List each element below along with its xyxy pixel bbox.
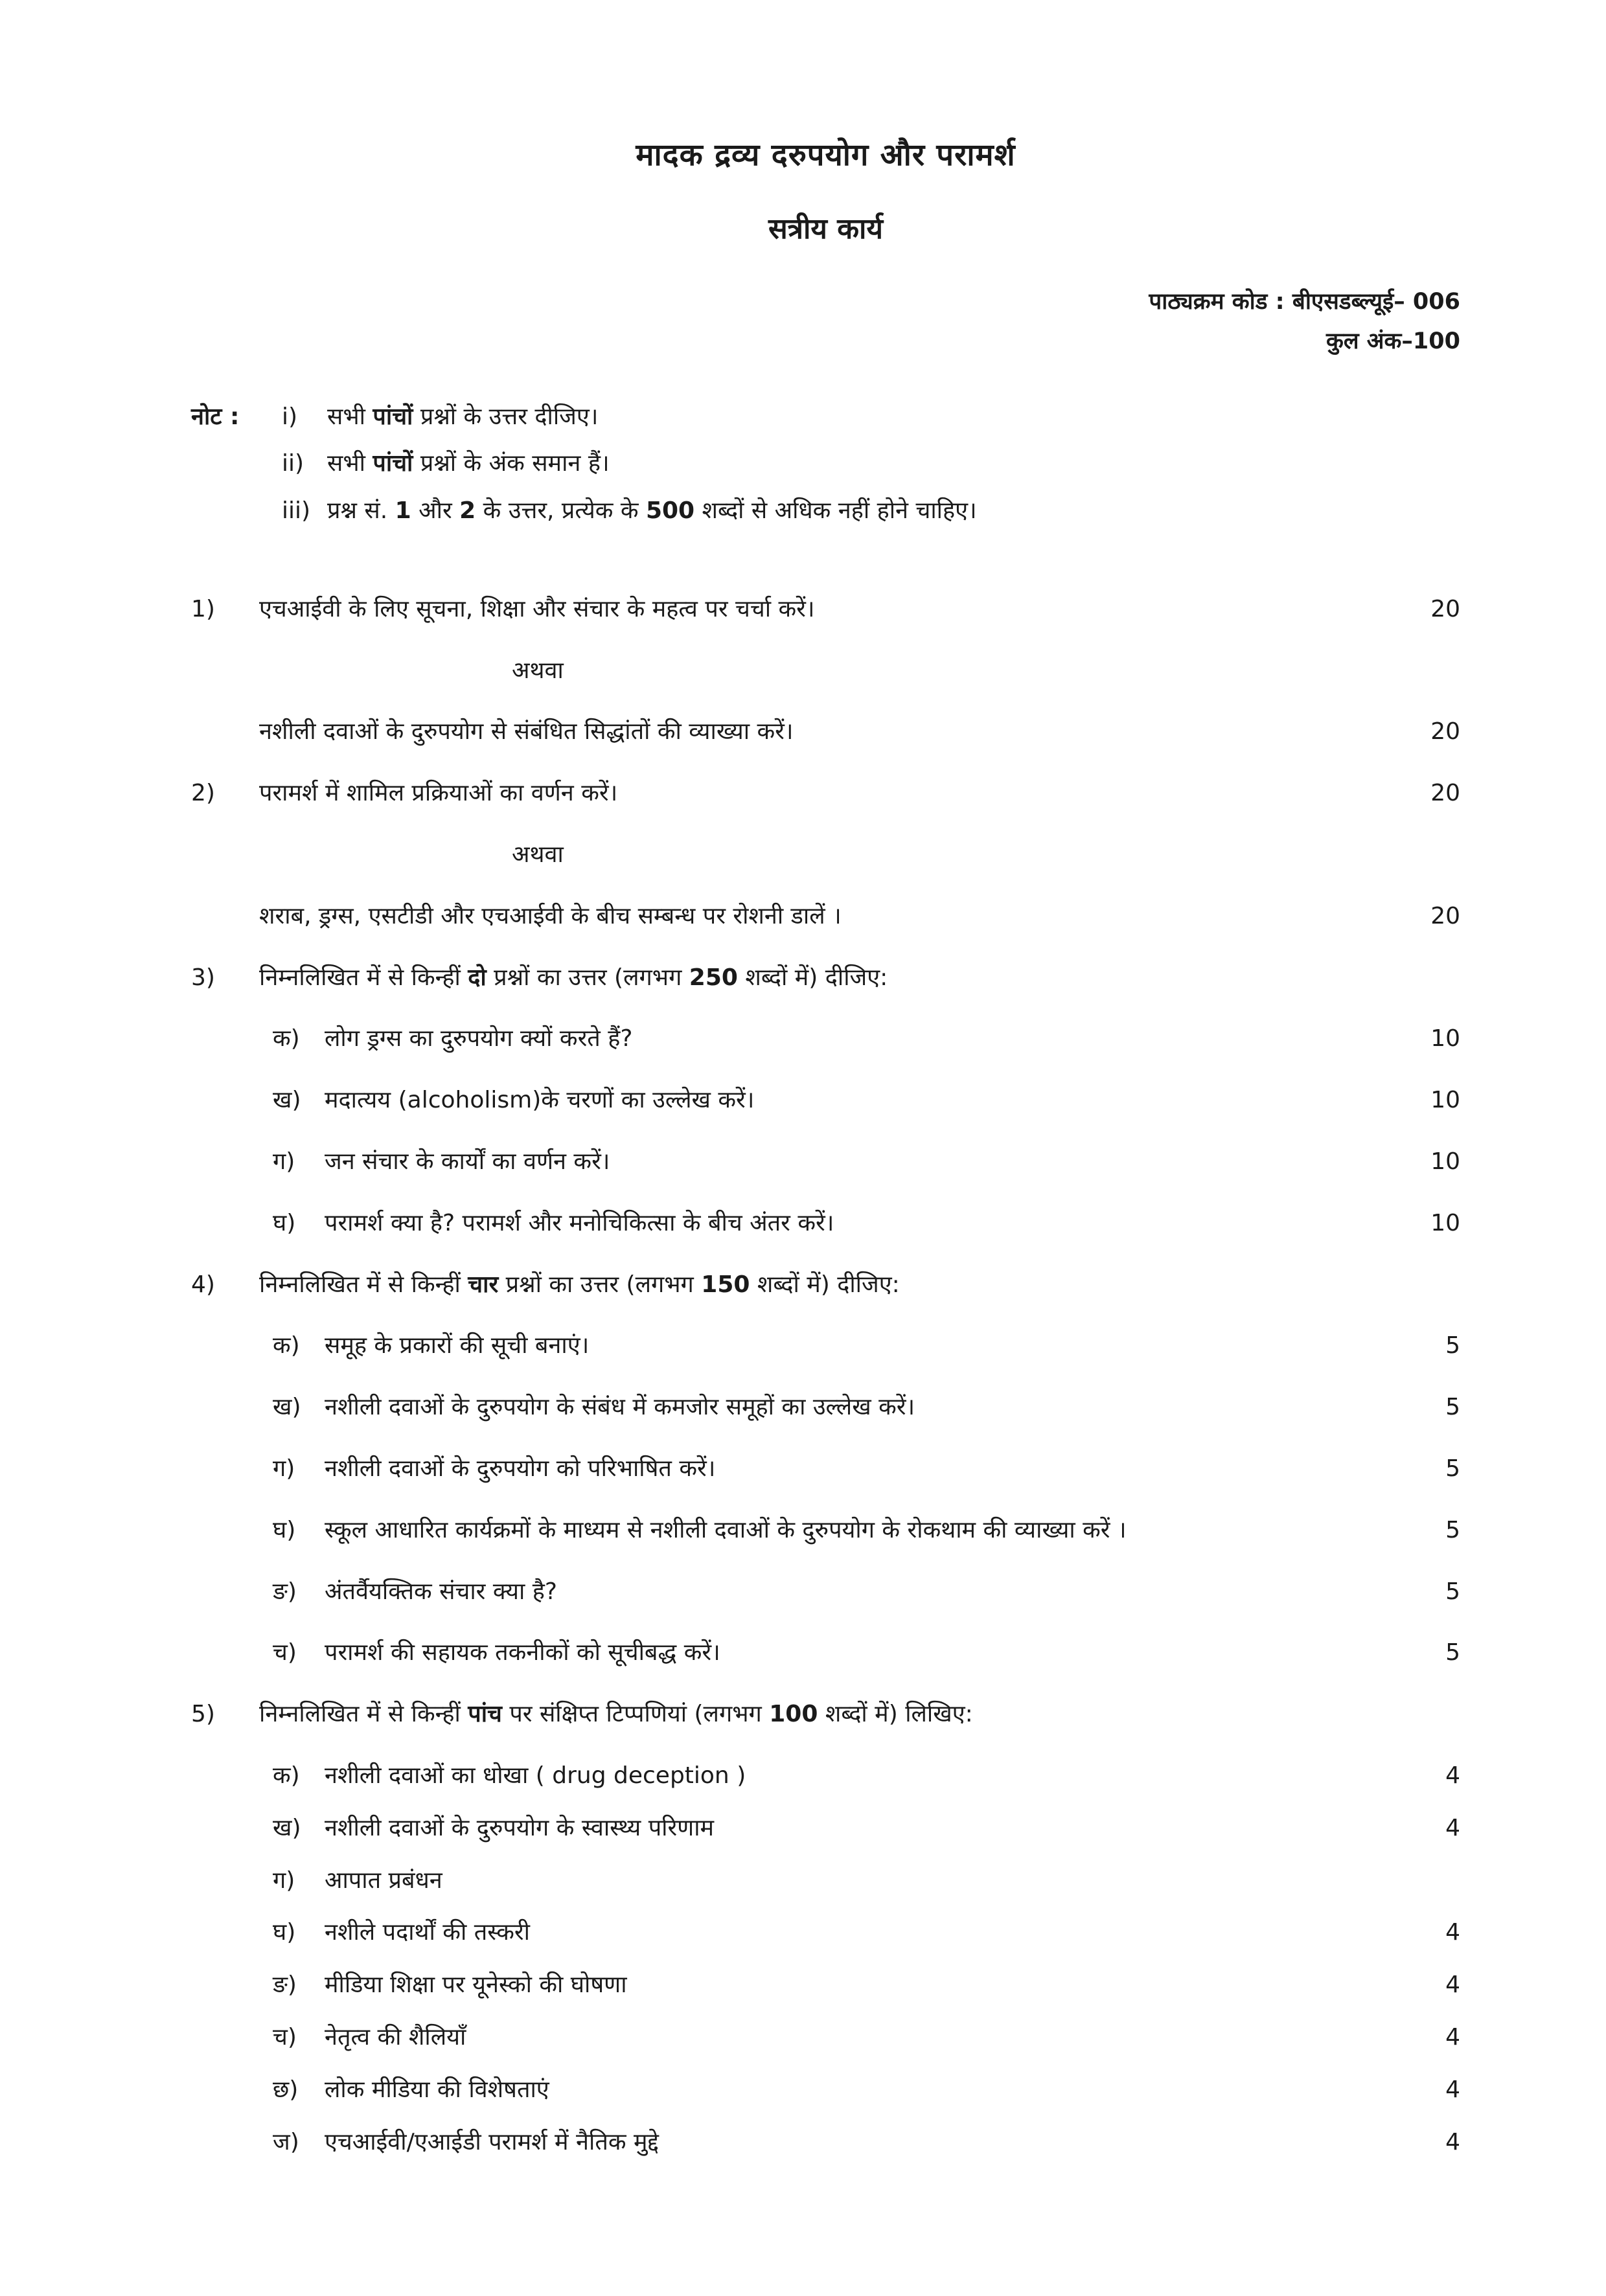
text-segment: नशीली दवाओं के दुरुपयोग के संबंध में कमजोर समूहों का उल्लेख करें। [325,1394,915,1421]
text-segment: प्रश्नों का उत्तर (लगभग [486,964,689,991]
sub-question-row [191,1577,1460,1608]
text-segment: नशीली दवाओं का धोखा ( drug deception ) [325,1762,746,1790]
text-segment: शब्दों में) दीजिए: [737,964,888,991]
question-text [259,963,1412,994]
marks-value: 4 [1445,2076,1460,2103]
text-segment: मीडिया शिक्षा पर यूनेस्को की घोषणा [325,1972,627,1999]
sub-question-text [325,1209,1412,1239]
note-item-number: i) [282,403,298,430]
sub-question-row [191,2075,1460,2106]
sub-question-row [191,1761,1460,1791]
sub-question-indent [191,1024,273,1054]
sub-question-row [191,1085,1460,1116]
sub-question-row [191,1392,1460,1423]
text-segment: आपात प्रबंधन [325,1867,442,1894]
text-segment: शब्दों में) लिखिए: [818,1701,973,1728]
sub-question-row [191,1813,1460,1844]
sub-question-row [191,1970,1460,2001]
marks-value: 5 [1445,1578,1460,1605]
marks-value [1412,1270,1460,1301]
sub-question-text [325,1761,1412,1791]
question-text [259,1699,1412,1730]
note-item [191,496,1460,527]
text-segment: पांचों [373,403,413,430]
question-text [259,1270,1412,1301]
note-section [191,402,1460,527]
sub-question-row [191,1516,1460,1546]
text-segment: एचआईवी/एआईडी परामर्श में नैतिक मुद्दे [325,2128,659,2155]
sub-question-indent [191,1918,273,1948]
sub-question-indent [191,1085,273,1116]
sub-question-label: घ) [273,1919,296,1946]
sub-question-text [325,1454,1412,1484]
text-segment: के उत्तर, प्रत्येक के [476,497,646,525]
sub-question-label: ख) [273,1087,301,1114]
sub-question-text [325,1085,1412,1116]
sub-question-text [325,1918,1412,1948]
question-number-spacer [191,717,259,747]
question-number: 2) [191,780,215,807]
page-subtitle: सत्रीय कार्य [768,212,883,245]
marks-value: 4 [1445,2128,1460,2155]
text-segment: एचआईवी के लिए सूचना, शिक्षा और संचार के महत्व पर चर्चा करें। [259,595,815,622]
note-item-number: iii) [282,497,311,525]
text-segment: चार [468,1271,499,1298]
text-segment: शब्दों में) दीजिए: [750,1271,900,1298]
sub-question-row [191,1024,1460,1054]
sub-question-label: ग) [273,1455,295,1483]
or-separator: अथवा [512,657,564,684]
note-item-text [327,402,1460,433]
or-separator-row [191,656,1460,687]
sub-question-text [325,1392,1412,1423]
sub-question-label: ङ) [273,1972,297,1999]
question-row [191,1699,1460,1730]
question-number: 5) [191,1701,215,1728]
sub-question-indent [191,1392,273,1423]
sub-question-row [191,2128,1460,2158]
text-segment: समूह के प्रकारों की सूची बनाएं। [325,1332,590,1359]
text-segment: परामर्श में शामिल प्रक्रियाओं का वर्णन करें। [259,780,618,807]
sub-question-row [191,1454,1460,1484]
sub-question-row [191,2023,1460,2053]
text-segment: लोक मीडिया की विशेषताएं [325,2076,549,2103]
sub-question-row [191,1638,1460,1668]
question-row [191,595,1460,625]
note-item [191,402,1460,433]
sub-question-label: घ) [273,1516,296,1543]
question-text [259,779,1412,809]
text-segment: नेतृत्व की शैलियाँ [325,2024,466,2051]
text-segment: प्रश्नों के उत्तर दीजिए। [413,403,599,430]
question-row [191,1270,1460,1301]
sub-question-text [325,1331,1412,1361]
note-item-text [327,496,1460,527]
sub-question-label: ङ) [273,1578,297,1605]
sub-question-indent [191,1761,273,1791]
marks-value: 10 [1430,1025,1460,1052]
text-segment: 2 [459,497,476,525]
text-segment: 250 [689,964,738,991]
sub-question-indent [191,1638,273,1668]
text-segment: निम्नलिखित में से किन्हीं [259,1271,468,1298]
text-segment: स्कूल आधारित कार्यक्रमों के माध्यम से नशीली दवाओं के दुरुपयोग के रोकथाम की व्याख्या करें । [325,1516,1127,1543]
question-text [259,717,1412,747]
marks-value [1412,963,1460,994]
text-segment: 500 [645,497,695,525]
sub-question-indent [191,2075,273,2106]
sub-question-indent [191,1209,273,1239]
text-segment: शराब, ड्रग्स, एसटीडी और एचआईवी के बीच सम्बन्ध पर रोशनी डालें । [259,902,842,929]
note-label-spacer [191,449,282,479]
sub-question-indent [191,1813,273,1844]
total-marks: कुल अंक–100 [1326,328,1460,355]
text-segment: लोग ड्रग्स का दुरुपयोग क्यों करते हैं? [325,1025,633,1052]
text-segment: पर संक्षिप्त टिप्पणियां (लगभग [501,1701,770,1728]
question-block [191,963,1460,1239]
marks-value: 5 [1445,1639,1460,1666]
marks-value: 5 [1445,1394,1460,1421]
marks-value: 5 [1445,1516,1460,1543]
text-segment: मदात्यय (alcoholism)के चरणों का उल्लेख करें। [325,1087,755,1114]
text-segment: नशीली दवाओं के दुरुपयोग से संबंधित सिद्धांतों की व्याख्या करें। [259,718,794,745]
sub-question-indent [191,1331,273,1361]
sub-question-text [325,2023,1412,2053]
sub-question-indent [191,1147,273,1177]
text-segment: सभी [327,450,373,477]
sub-question-label: ज) [273,2128,299,2155]
text-segment: परामर्श की सहायक तकनीकों को सूचीबद्ध करें। [325,1639,720,1666]
question-text [259,902,1412,932]
sub-question-text [325,1638,1412,1668]
sub-question-row [191,1209,1460,1239]
sub-question-label: क) [273,1025,300,1052]
sub-question-indent [191,1866,273,1896]
question-number: 4) [191,1271,215,1298]
question-alt-row [191,717,1460,747]
sub-question-label: घ) [273,1209,296,1236]
marks-value: 20 [1430,902,1460,929]
sub-question-indent [191,1577,273,1608]
marks-value [1412,1866,1460,1896]
text-segment: निम्नलिखित में से किन्हीं [259,964,468,991]
text-segment: प्रश्नों के अंक समान हैं। [413,450,610,477]
marks-value: 20 [1430,595,1460,622]
sub-question-text [325,2075,1412,2106]
text-segment: प्रश्नों का उत्तर (लगभग [498,1271,702,1298]
sub-question-text [325,1147,1412,1177]
sub-question-row [191,1331,1460,1361]
text-segment: प्रश्न सं. [327,497,395,525]
question-row [191,963,1460,994]
question-text [259,595,1412,625]
question-block [191,779,1460,931]
note-label-spacer [191,496,282,527]
text-segment: नशीले पदार्थों की तस्करी [325,1919,530,1946]
sub-question-label: च) [273,2024,297,2051]
sub-question-text [325,1516,1412,1546]
sub-question-row [191,1147,1460,1177]
question-number-spacer [191,902,259,932]
or-separator-row [191,840,1460,870]
note-item [191,449,1460,479]
question-row [191,779,1460,809]
note-item-number: ii) [282,450,304,477]
sub-question-label: छ) [273,2076,299,2103]
sub-question-label: क) [273,1762,300,1790]
sub-question-row [191,1918,1460,1948]
sub-question-text [325,1577,1412,1608]
question-block [191,1270,1460,1669]
course-meta [191,282,1460,362]
text-segment: 100 [769,1701,818,1728]
sub-question-text [325,1024,1412,1054]
sub-question-text [325,1813,1412,1844]
text-segment: जन संचार के कार्यों का वर्णन करें। [325,1148,610,1176]
text-segment: दो [468,964,487,991]
sub-question-text [325,1866,1412,1896]
question-number: 1) [191,595,215,622]
marks-value: 4 [1445,1919,1460,1946]
note-label: नोट : [191,403,240,430]
text-segment: 1 [395,497,411,525]
sub-question-label: ग) [273,1148,295,1176]
sub-question-label: ख) [273,1394,301,1421]
marks-value [1412,1699,1460,1730]
marks-value: 4 [1445,1814,1460,1841]
question-number: 3) [191,964,215,991]
marks-value: 4 [1445,2024,1460,2051]
sub-question-label: ख) [273,1814,301,1841]
text-segment: निम्नलिखित में से किन्हीं [259,1701,468,1728]
sub-question-indent [191,1454,273,1484]
text-segment: पांचों [373,450,413,477]
sub-question-indent [191,2128,273,2158]
text-segment: परामर्श क्या है? परामर्श और मनोचिकित्सा के बीच अंतर करें। [325,1209,834,1236]
marks-value: 5 [1445,1455,1460,1483]
text-segment: पांच [468,1701,502,1728]
marks-value: 10 [1430,1209,1460,1236]
sub-question-text [325,2128,1412,2158]
question-block [191,595,1460,747]
sub-question-text [325,1970,1412,2001]
text-segment: अंतर्वैयक्तिक संचार क्या है? [325,1578,557,1605]
question-block [191,1699,1460,2157]
marks-value: 10 [1430,1148,1460,1176]
text-segment: सभी [327,403,373,430]
text-segment: 150 [701,1271,750,1298]
text-segment: नशीली दवाओं के दुरुपयोग के स्वास्थ्य परिणाम [325,1814,715,1841]
sub-question-indent [191,2023,273,2053]
sub-question-label: ग) [273,1867,295,1894]
question-alt-row [191,902,1460,932]
marks-value: 10 [1430,1087,1460,1114]
sub-question-label: क) [273,1332,300,1359]
questions-list [191,595,1460,2158]
sub-question-label: च) [273,1639,297,1666]
marks-value: 4 [1445,1762,1460,1790]
course-code: पाठ्यक्रम कोड : बीएसडब्ल्यूई– 006 [1149,289,1460,315]
sub-question-indent [191,1970,273,2001]
marks-value: 20 [1430,780,1460,807]
note-item-text [327,449,1460,479]
text-segment: और [411,497,460,525]
or-separator: अथवा [512,841,564,869]
text-segment: शब्दों से अधिक नहीं होने चाहिए। [694,497,977,525]
sub-question-row [191,1866,1460,1896]
marks-value: 5 [1445,1332,1460,1359]
marks-value: 20 [1430,718,1460,745]
sub-question-indent [191,1516,273,1546]
marks-value: 4 [1445,1972,1460,1999]
text-segment: नशीली दवाओं के दुरुपयोग को परिभाषित करें। [325,1455,716,1483]
page-title: मादक द्रव्य दरुपयोग और परामर्श [636,137,1016,173]
